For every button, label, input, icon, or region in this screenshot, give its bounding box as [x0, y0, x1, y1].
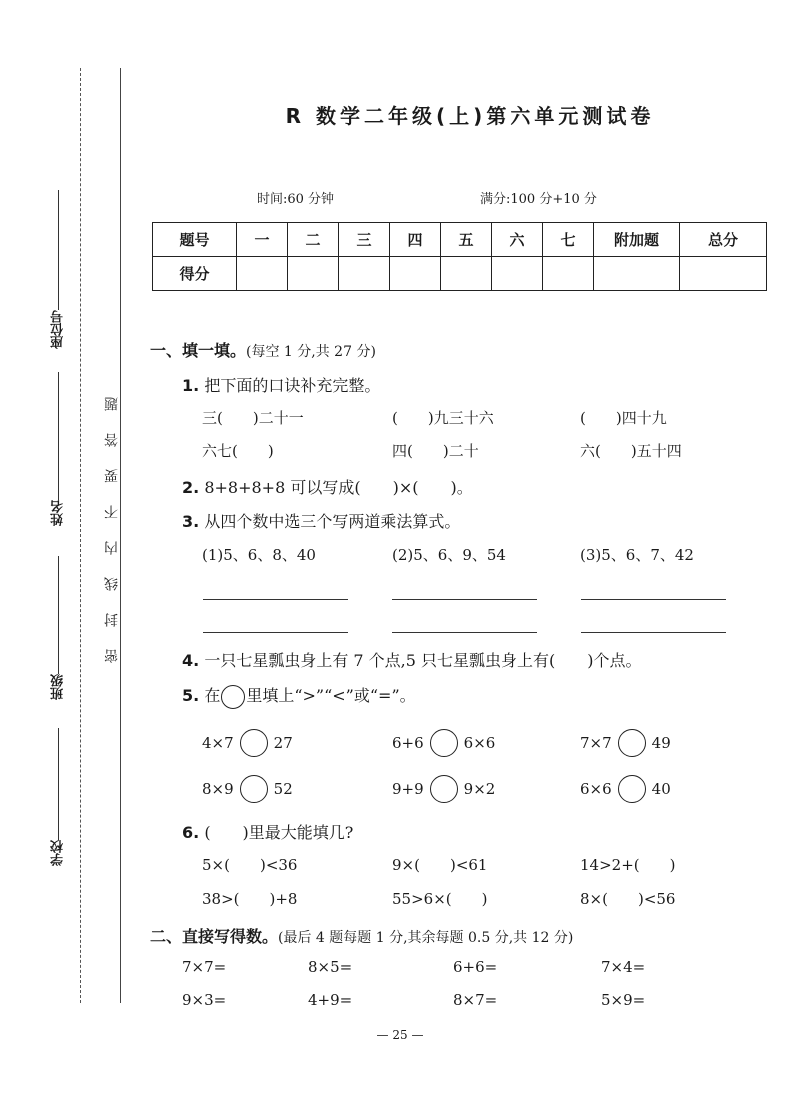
score-cell[interactable]: [594, 257, 680, 291]
compare-right: 52: [273, 780, 293, 798]
q3-group: (3)5、6、7、42: [580, 546, 694, 564]
compare-left: 4×7: [202, 734, 234, 752]
section2-note: (最后 4 题每题 1 分,其余每题 0.5 分,共 12 分): [278, 930, 574, 946]
header-cell-3: 三: [339, 223, 390, 257]
calc-item: 8×7=: [453, 991, 498, 1009]
score-cell[interactable]: [390, 257, 441, 291]
name-blank[interactable]: [58, 372, 59, 500]
section1-title: 一、填一填。: [150, 341, 247, 360]
compare-left: 9+9: [392, 780, 424, 798]
question-3: [182, 509, 460, 532]
q6-item: 38>( )+8: [202, 890, 298, 908]
name-field: [48, 372, 68, 526]
header-cell-7: 七: [543, 223, 594, 257]
q1-item: ( )四十九: [580, 409, 667, 427]
calc-item: 7×4=: [601, 958, 646, 976]
compare-right: 40: [651, 780, 671, 798]
answer-line[interactable]: [203, 599, 348, 600]
q6-item: 5×( )<36: [202, 856, 298, 874]
compare-left: 7×7: [580, 734, 612, 752]
calc-item: 7×7=: [182, 958, 227, 976]
school-blank[interactable]: [58, 728, 59, 840]
question-5: [182, 683, 416, 709]
question-5-text-after: 里填上“>”“<”或“=”。: [246, 686, 416, 705]
question-1-number: 1.: [182, 376, 200, 395]
section2-heading: [150, 924, 573, 947]
school-field: [48, 728, 68, 866]
question-4-text: 一只七星瓢虫身上有 7 个点,5 只七星瓢虫身上有( )个点。: [204, 651, 642, 670]
answer-line[interactable]: [203, 632, 348, 633]
seal-line-notice: 密封线内不要答题: [104, 375, 120, 663]
q3-group: (1)5、6、8、40: [202, 546, 316, 564]
binding-dashed-line: [80, 68, 81, 1003]
q6-item: 8×( )<56: [580, 890, 676, 908]
q1-item: 六( )五十四: [580, 442, 682, 460]
question-5-number: 5.: [182, 686, 200, 705]
compare-item: [392, 775, 495, 803]
question-4: [182, 648, 642, 671]
score-cell[interactable]: [237, 257, 288, 291]
q6-item: 9×( )<61: [392, 856, 488, 874]
header-cell-4: 四: [390, 223, 441, 257]
compare-left: 8×9: [202, 780, 234, 798]
name-label: 姓名: [50, 500, 66, 526]
q1-item: 六七( ): [202, 442, 274, 460]
answer-circle[interactable]: [618, 729, 646, 757]
question-5-text-before: 在: [204, 686, 221, 705]
answer-circle[interactable]: [430, 775, 458, 803]
compare-right: 27: [273, 734, 293, 752]
question-2: [182, 475, 473, 498]
calc-item: 4+9=: [308, 991, 353, 1009]
exam-full-score: 满分:100 分+10 分: [480, 192, 597, 207]
seat-number-label: 座位号: [50, 310, 66, 349]
question-2-text: 8+8+8+8 可以写成( )×( )。: [204, 478, 473, 497]
header-cell-2: 二: [288, 223, 339, 257]
compare-item: [202, 729, 293, 757]
calc-item: 8×5=: [308, 958, 353, 976]
compare-left: 6×6: [580, 780, 612, 798]
answer-line[interactable]: [392, 632, 537, 633]
answer-line[interactable]: [392, 599, 537, 600]
school-label: 学校: [50, 840, 66, 866]
answer-circle[interactable]: [240, 775, 268, 803]
seat-number-field: [48, 190, 68, 349]
q6-item: 55>6×( ): [392, 890, 488, 908]
score-row-label: 得分: [153, 257, 237, 291]
exam-time: 时间:60 分钟: [257, 192, 335, 207]
answer-line[interactable]: [581, 632, 726, 633]
q3-group: (2)5、6、9、54: [392, 546, 506, 564]
score-cell[interactable]: [543, 257, 594, 291]
header-cell-6: 六: [492, 223, 543, 257]
q6-item: 14>2+( ): [580, 856, 676, 874]
question-3-number: 3.: [182, 512, 200, 531]
question-6-text: ( )里最大能填几?: [204, 823, 354, 842]
question-3-text: 从四个数中选三个写两道乘法算式。: [204, 512, 461, 531]
question-1-text: 把下面的口诀补充完整。: [204, 376, 381, 395]
class-field: [48, 556, 68, 700]
score-cell[interactable]: [492, 257, 543, 291]
section1-note: (每空 1 分,共 27 分): [246, 344, 376, 360]
page-number: — 25 —: [376, 1028, 424, 1042]
answer-line[interactable]: [581, 599, 726, 600]
circle-icon: [221, 685, 245, 709]
header-cell-1: 一: [237, 223, 288, 257]
question-1: [182, 373, 380, 396]
score-table-score-row: [153, 257, 767, 291]
score-cell[interactable]: [339, 257, 390, 291]
q1-item: ( )九三十六: [392, 409, 494, 427]
header-cell-total: 总分: [680, 223, 767, 257]
compare-right: 49: [651, 734, 671, 752]
compare-right: 6×6: [463, 734, 496, 752]
compare-item: [202, 775, 293, 803]
section2-title: 二、直接写得数。: [150, 927, 279, 946]
q1-item: 三( )二十一: [202, 409, 304, 427]
answer-circle[interactable]: [618, 775, 646, 803]
section1-heading: [150, 338, 376, 361]
compare-item: [580, 729, 671, 757]
question-4-number: 4.: [182, 651, 200, 670]
score-cell[interactable]: [441, 257, 492, 291]
calc-item: 6+6=: [453, 958, 498, 976]
compare-item: [392, 729, 495, 757]
score-cell[interactable]: [288, 257, 339, 291]
header-cell-extra: 附加题: [594, 223, 680, 257]
answer-circle[interactable]: [240, 729, 268, 757]
calc-item: 5×9=: [601, 991, 646, 1009]
class-blank[interactable]: [58, 556, 59, 674]
score-cell[interactable]: [680, 257, 767, 291]
score-table-header-row: [153, 223, 767, 257]
answer-circle[interactable]: [430, 729, 458, 757]
class-label: 班级: [50, 674, 66, 700]
seat-number-blank[interactable]: [58, 190, 59, 310]
compare-left: 6+6: [392, 734, 424, 752]
question-6: [182, 820, 353, 843]
exam-title: R 数学二年级(上)第六单元测试卷: [285, 104, 655, 128]
header-cell-label: 题号: [153, 223, 237, 257]
compare-right: 9×2: [463, 780, 496, 798]
question-6-number: 6.: [182, 823, 200, 842]
q1-item: 四( )二十: [392, 442, 479, 460]
calc-item: 9×3=: [182, 991, 227, 1009]
compare-item: [580, 775, 671, 803]
score-table: [152, 222, 767, 291]
question-2-number: 2.: [182, 478, 200, 497]
header-cell-5: 五: [441, 223, 492, 257]
